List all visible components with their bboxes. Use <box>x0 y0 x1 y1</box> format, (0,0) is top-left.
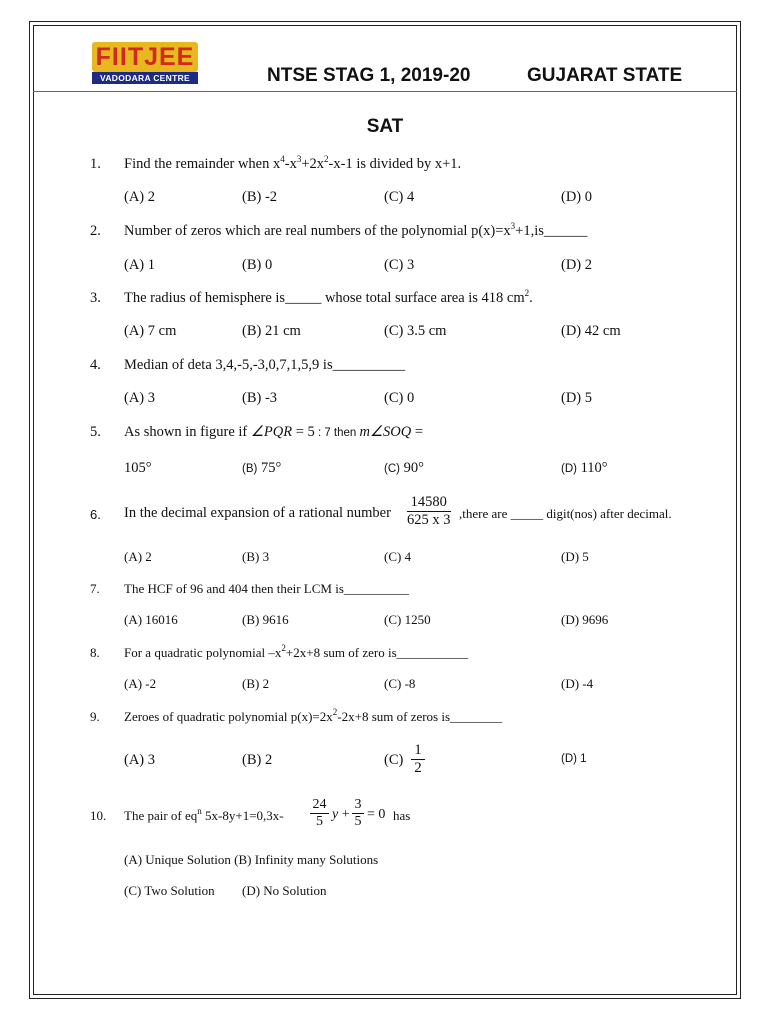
question-number: 8. <box>90 645 100 660</box>
option-b: (B) 0 <box>242 257 273 273</box>
fraction-denominator: 5 <box>354 814 362 829</box>
option-d: (D) 9696 <box>561 612 609 627</box>
fraction-numerator: 3 <box>352 797 364 814</box>
question-text: Median of deta 3,4,-5,-3,0,7,1,5,9 is__________ <box>124 357 406 373</box>
state-title: GUJARAT STATE <box>527 65 683 86</box>
option-b: (B) 9616 <box>242 612 289 627</box>
fraction-numerator: 24 <box>310 797 329 814</box>
question-number: 3. <box>90 290 101 306</box>
option-b: (B) 2 <box>242 676 270 691</box>
exam-title: NTSE STAG 1, 2019-20 <box>267 65 471 86</box>
option-a: (A) 7 cm <box>124 323 177 339</box>
option-d: (D) 0 <box>561 189 593 205</box>
question-text-cont: ,there are _____ digit(nos) after decimal. <box>459 506 672 521</box>
option-c: (C) 3 <box>384 257 415 273</box>
fraction-denominator: 2 <box>414 760 422 776</box>
fraction <box>310 797 329 830</box>
option-d: (D) 42 cm <box>561 323 621 339</box>
question-text: In the decimal expansion of a rational number <box>124 505 391 521</box>
option-a: (A) 3 <box>124 752 156 768</box>
fraction-denominator: 625 x 3 <box>407 512 451 528</box>
fraction-denominator: 5 <box>316 814 323 829</box>
equation-rhs: = 0 <box>367 807 386 822</box>
question-text: Zeroes of quadratic polynomial $p(x)=2x^2-2x+8$ sum of zeros is________ <box>124 707 503 724</box>
question-text: For a quadratic polynomial $-x^2+2x+8$ sum of zero is___________ <box>124 643 469 660</box>
option-b: (B) -3 <box>242 390 278 406</box>
equation-term: y + <box>332 807 350 822</box>
question-text: The HCF of 96 and 404 then their LCM is__________ <box>124 581 409 596</box>
option-b: (B) -2 <box>242 189 278 205</box>
question-number: 1. <box>90 156 101 172</box>
option-d: (D) -4 <box>561 676 594 691</box>
question-text-cont: has <box>393 808 411 823</box>
option-b: (B) 75° <box>242 460 282 476</box>
fraction <box>352 797 364 830</box>
option-a: (A) 1 <box>124 257 156 273</box>
question-number: 7. <box>90 581 100 596</box>
option-a: (A) -2 <box>124 676 157 691</box>
fiitjee-logo <box>92 42 198 84</box>
option-line: (A) Unique Solution (B) Infinity many Solutions <box>124 852 379 867</box>
option-c: (C) Two Solution <box>124 883 215 898</box>
question-text: As shown in figure if ∠PQR = 5 : 7 then m∠SOQ = <box>124 424 423 440</box>
question-text: Find the remainder when $x^4-x^3+2x^2-x-1$ is divided by x+1. <box>124 154 462 172</box>
question-text: The pair of $eq^n$ 5x-8y+1=0,3x- <box>124 806 284 823</box>
option-d: (D) 2 <box>561 257 593 273</box>
header-divider <box>33 91 737 92</box>
option-d: (D) 5 <box>561 549 589 564</box>
question-text: Number of zeros which are real numbers of the polynomial $p(x)=x^3+1,is\_\_\_\_\_\_$ <box>124 221 588 239</box>
option-b: (B) 3 <box>242 549 270 564</box>
option-c: (C) 3.5 cm <box>384 323 447 339</box>
question-number: 10. <box>90 808 107 823</box>
fraction-numerator: 1 <box>411 742 425 760</box>
option-a: 105° <box>124 460 152 476</box>
fraction <box>407 494 451 529</box>
logo-wordmark: FIITJEE <box>95 43 195 71</box>
option-c: (C) 1250 <box>384 612 431 627</box>
option-d: (D) 5 <box>561 390 593 406</box>
fraction <box>411 742 425 777</box>
option-c: (C) -8 <box>384 676 416 691</box>
option-c: (C) <box>384 752 404 768</box>
option-c: (C) 0 <box>384 390 415 406</box>
section-title: SAT <box>366 116 404 137</box>
logo-subtitle: VADODARA CENTRE <box>92 72 198 84</box>
option-c: (C) 4 <box>384 189 415 205</box>
option-a: (A) 3 <box>124 390 156 406</box>
question-number: 4. <box>90 357 101 373</box>
option-b: (B) 2 <box>242 752 273 768</box>
question-number: 6. <box>90 507 101 522</box>
option-d: (D) No Solution <box>242 883 327 898</box>
option-a: (A) 2 <box>124 549 152 564</box>
question-number: 9. <box>90 709 100 724</box>
question-text: The radius of hemisphere is_____ whose total surface area is 418 $cm^2$. <box>124 288 533 306</box>
question-number: 2. <box>90 223 101 239</box>
option-c: (C) 90° <box>384 460 424 476</box>
fraction-numerator: 14580 <box>407 494 451 512</box>
option-a: (A) 2 <box>124 189 156 205</box>
question-number: 5. <box>90 424 101 440</box>
option-b: (B) 21 cm <box>242 323 301 339</box>
option-a: (A) 16016 <box>124 612 178 627</box>
option-c: (C) 4 <box>384 549 412 564</box>
option-d: (D) 1 <box>561 753 587 765</box>
option-d: (D) 110° <box>561 460 608 476</box>
